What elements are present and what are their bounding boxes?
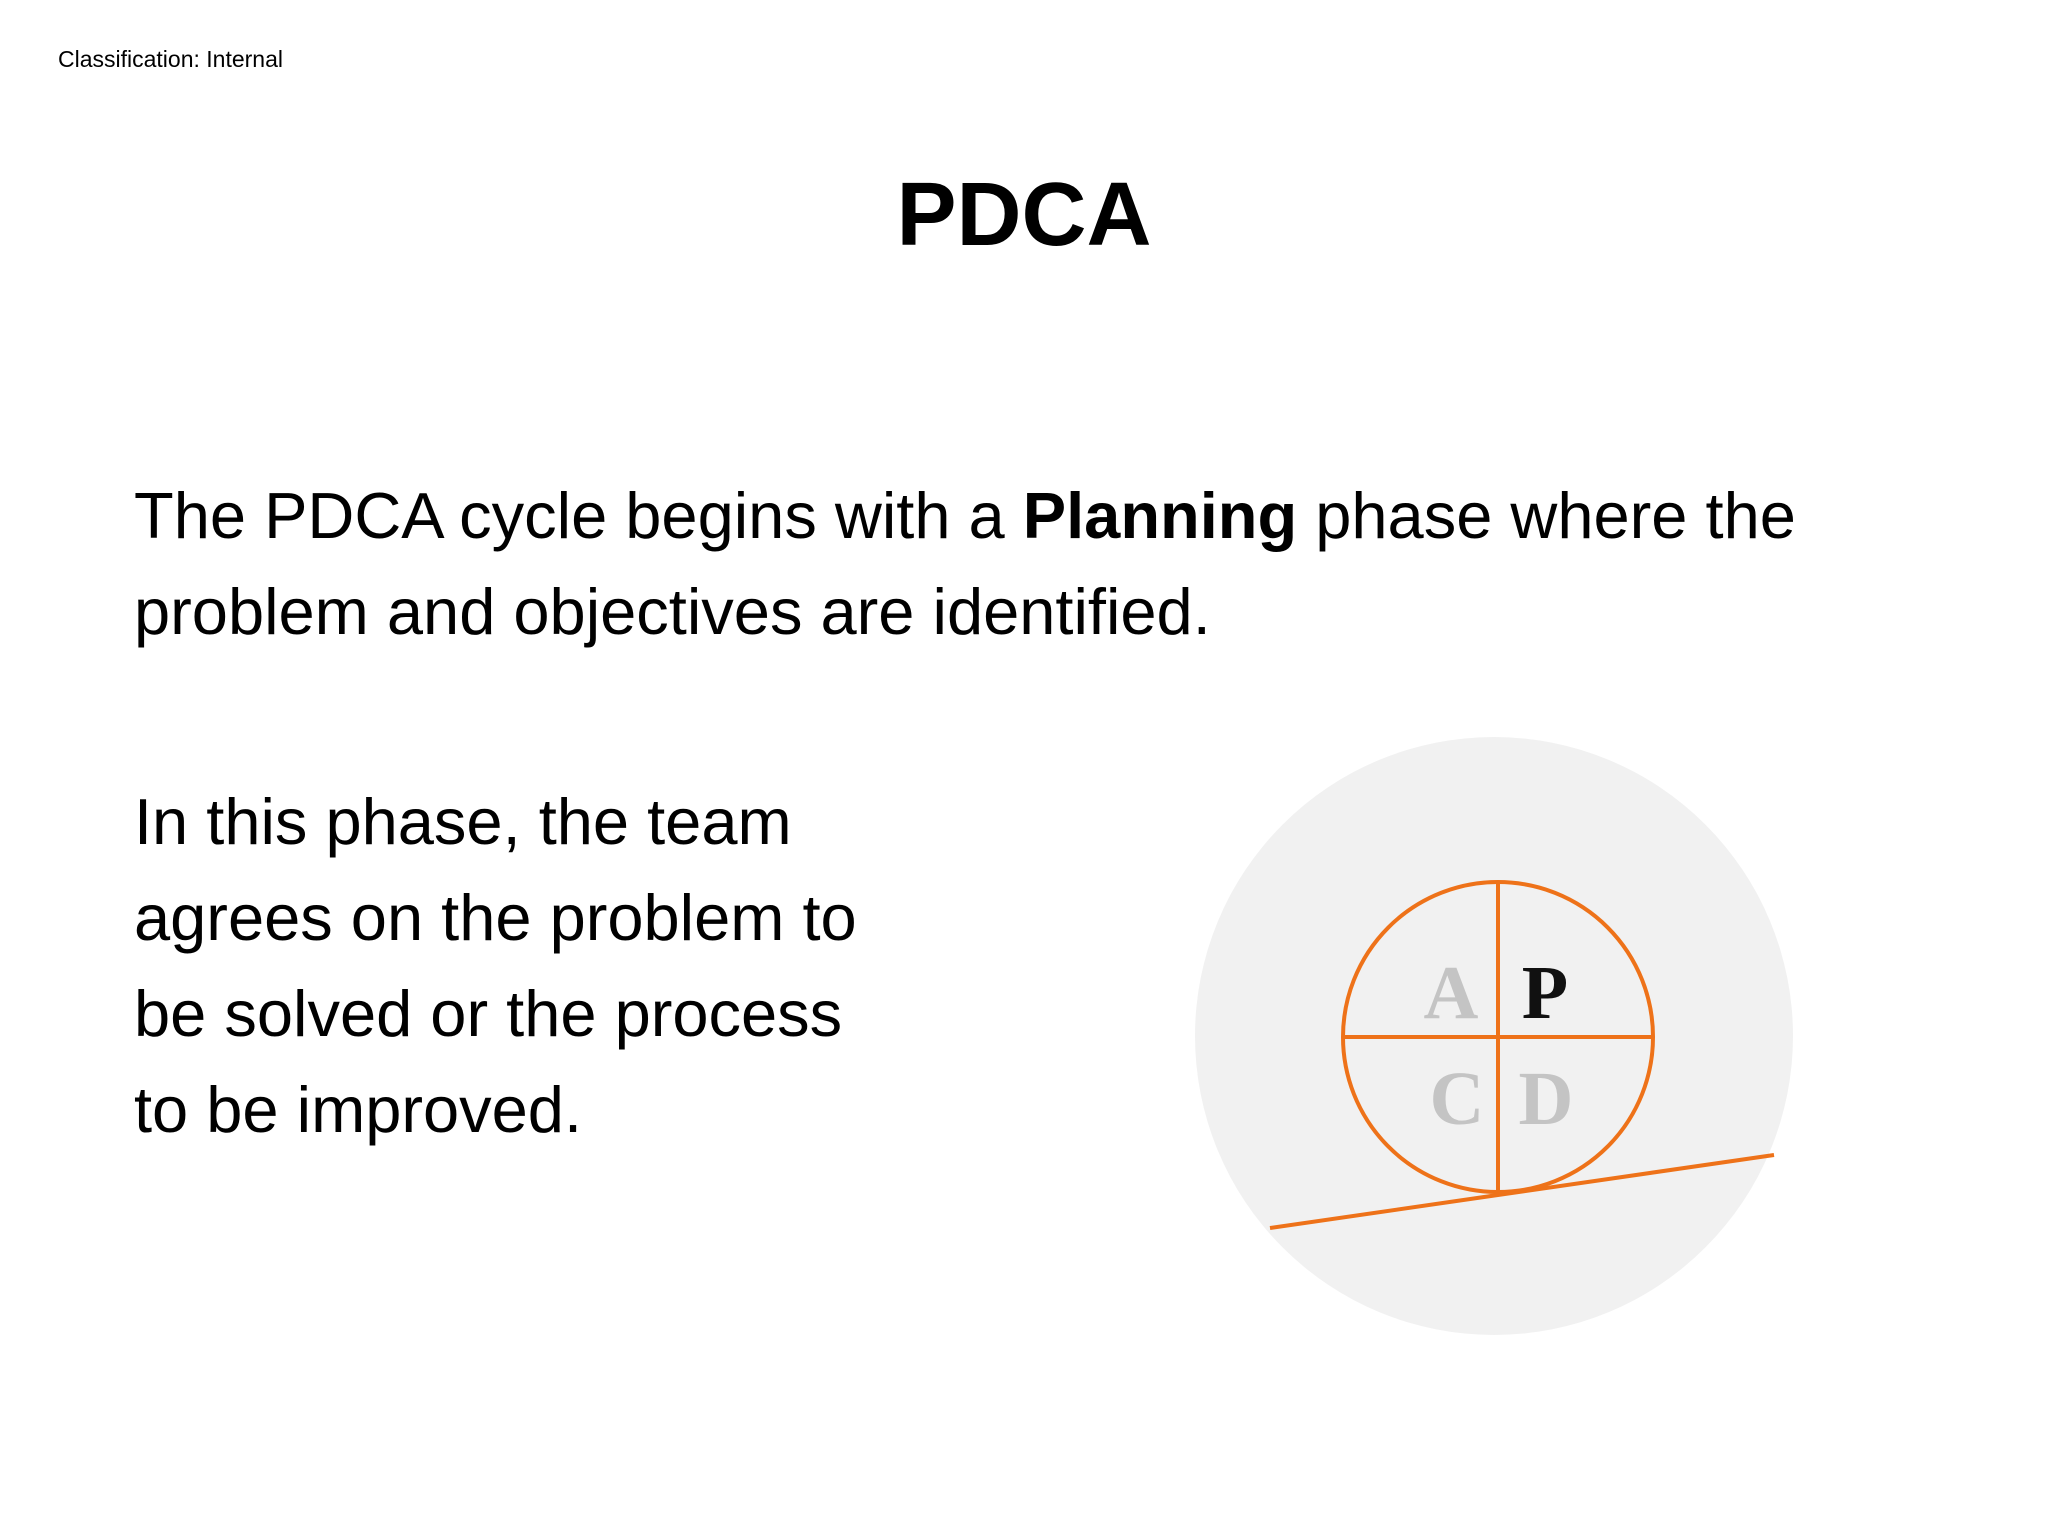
- intro-text-bold: Planning: [1022, 479, 1298, 552]
- classification-label: Classification: Internal: [58, 46, 283, 72]
- detail-line: In this phase, the team: [134, 785, 792, 858]
- detail-line: be solved or the process: [134, 977, 843, 1050]
- quadrant-letter-a: A: [1423, 951, 1479, 1035]
- detail-line: to be improved.: [134, 1073, 583, 1146]
- intro-text-after: phase where the problem and objectives are identified.: [134, 479, 1796, 648]
- quadrant-letter-p: P: [1521, 951, 1569, 1035]
- quadrant-letter-d: D: [1518, 1057, 1574, 1141]
- quadrant-letter-c: C: [1429, 1057, 1485, 1141]
- slide-title: PDCA: [896, 165, 1152, 265]
- intro-text-before: The PDCA cycle begins with a: [134, 479, 1023, 552]
- detail-line: agrees on the problem to: [134, 881, 857, 954]
